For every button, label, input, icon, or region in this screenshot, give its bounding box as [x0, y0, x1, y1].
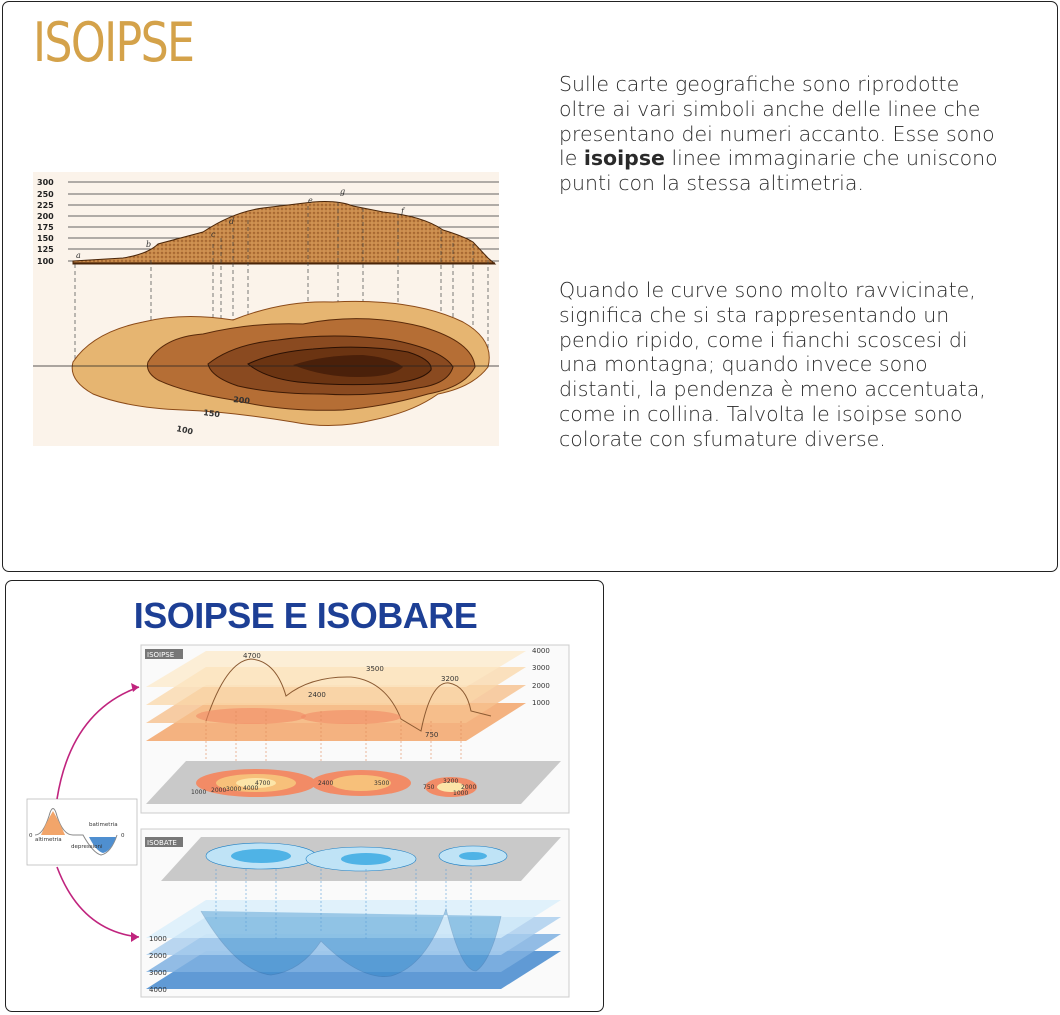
- map-label: 2000: [211, 787, 227, 794]
- peak-label: 4700: [243, 652, 261, 660]
- inset-label-batimetria: batimetria: [89, 822, 118, 828]
- peak-label: 3200: [441, 675, 459, 683]
- peak-label: 2400: [308, 691, 326, 699]
- slide-isoipse-isobare: [5, 580, 604, 1012]
- depth-label: 2000: [149, 952, 167, 960]
- map-label: 750: [423, 784, 435, 791]
- inset-label-altimetria: altimetria: [35, 837, 62, 843]
- depth-label: 1000: [149, 935, 167, 943]
- paragraph-explanation: Quando le curve sono molto ravvicinate, significa che si sta rappresentando un pendio ripido, come i fianchi scoscesi di una montagna; quando invece sono distanti, la pendenza è meno accentuata, come in collina. Talvolta le isoipse sono colorate con sfumature diverse.: [559, 278, 986, 451]
- peak-label: 3500: [366, 665, 384, 673]
- depth-layers: [146, 900, 561, 989]
- point-letter: b: [146, 240, 152, 249]
- paragraph-definition-end: linee immaginarie che uniscono punti con la stessa altimetria.: [559, 146, 998, 196]
- altitude-label: 150: [37, 234, 54, 243]
- depth-label: 4000: [149, 986, 167, 994]
- altitude-label: 125: [37, 245, 54, 254]
- point-letter: f: [401, 207, 404, 216]
- altitude-label: 250: [37, 190, 54, 199]
- altitude-label: 300: [37, 178, 54, 187]
- point-letter: g: [340, 187, 346, 196]
- map-label: 1000: [453, 790, 469, 797]
- elevation-layers: [146, 651, 526, 741]
- map-label: 4700: [255, 780, 271, 787]
- map-label: 3000: [226, 786, 242, 793]
- depth-label: 3000: [149, 969, 167, 977]
- level-label: 1000: [532, 699, 550, 707]
- arrow-head: [131, 683, 139, 692]
- point-letter: a: [76, 251, 81, 260]
- slide-title: ISOIPSE E ISOBARE: [133, 595, 478, 636]
- altitude-label: 225: [37, 201, 54, 210]
- peak-label: 750: [425, 731, 439, 739]
- map-label: 1000: [191, 789, 207, 796]
- point-letter: e: [308, 196, 313, 205]
- altitude-label: 175: [37, 223, 54, 232]
- altitude-label: 100: [37, 257, 54, 266]
- level-label: 2000: [532, 682, 550, 690]
- point-letter: c: [211, 230, 216, 239]
- inset-zero: 0: [121, 833, 125, 839]
- paragraph-definition-start: Sulle carte geografiche sono riprodotte oltre ai vari simboli anche delle linee che presentano dei numeri accanto. Esse sono le: [559, 72, 995, 171]
- arrow-head: [131, 932, 139, 942]
- map-label: 3500: [374, 780, 390, 787]
- isoipse-isobate-illustration: [21, 641, 591, 1001]
- paragraph-definition: [559, 72, 1009, 196]
- contour-label: 100: [175, 424, 194, 437]
- map-label: 2000: [461, 784, 477, 791]
- slide-title: ISOIPSE: [33, 11, 194, 74]
- level-label: 3000: [532, 664, 550, 672]
- keyword-isoipse: isoipse: [583, 146, 665, 171]
- slide-isoipse: [2, 1, 1058, 572]
- map-label: 2400: [318, 780, 334, 787]
- map-label: 4000: [243, 785, 259, 792]
- inset-label-depressioni: depressioni: [71, 844, 103, 850]
- panel-label: ISOBATE: [147, 839, 177, 847]
- point-letter: d: [229, 217, 235, 226]
- contour-label: 200: [232, 395, 251, 406]
- contour-label: 150: [202, 408, 221, 420]
- inset-zero: 0: [29, 833, 33, 839]
- map-label: 3200: [443, 778, 459, 785]
- contour-profile-illustration: [33, 172, 499, 446]
- panel-label: ISOIPSE: [147, 651, 175, 659]
- altitude-label: 200: [37, 212, 54, 221]
- level-label: 4000: [532, 647, 550, 655]
